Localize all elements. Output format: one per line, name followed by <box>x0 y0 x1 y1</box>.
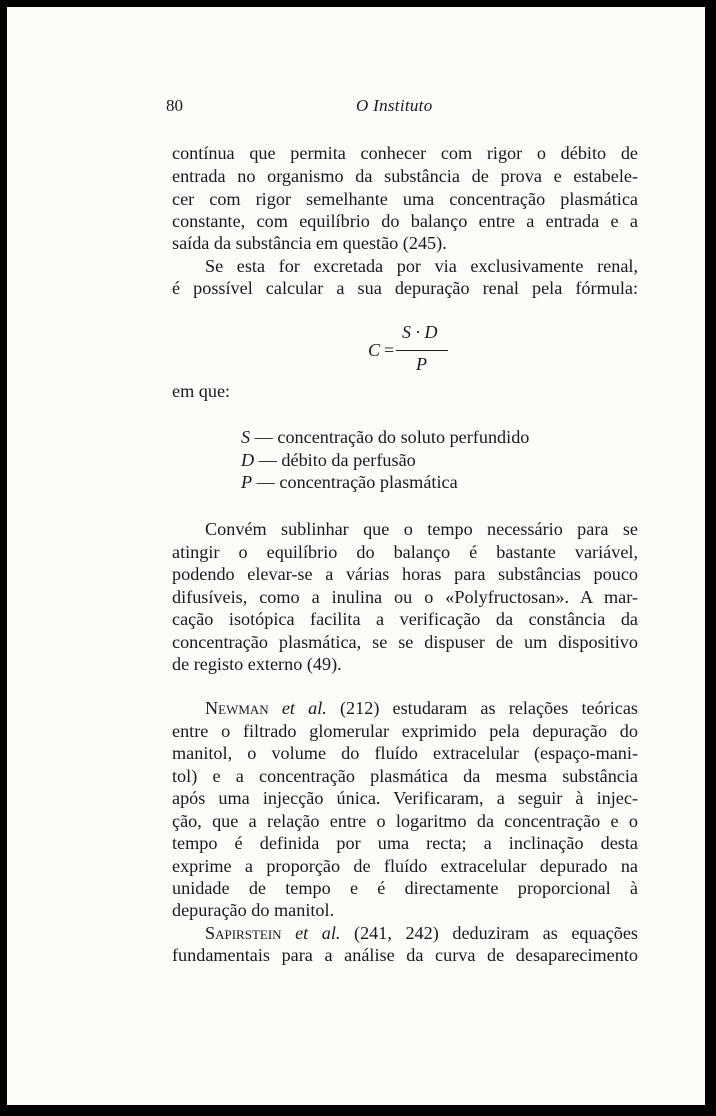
definition-symbol: S <box>241 427 251 447</box>
formula-numerator: S · D <box>402 322 438 342</box>
page-number: 80 <box>166 96 183 115</box>
definition-text: — débito da perfusão <box>258 450 416 470</box>
paragraph-line: fundamentais para a análise da curva de desaparecimento <box>172 945 638 965</box>
paragraph-line: Se esta for excretada por via exclusivamente renal, <box>205 256 638 276</box>
paragraph-line <box>205 922 638 945</box>
formula-equals: = <box>384 340 395 360</box>
paragraph-line: concentração plasmática, se se dispuser de um dispositivo <box>172 632 638 652</box>
paragraph-line: manitol, o volume do fluído extracelular (espaço-mani- <box>172 743 638 763</box>
paragraph-line: tol) e a concentração plasmática da mesma substância <box>172 766 638 786</box>
paragraph-line: entre o filtrado glomerular exprimido pela depuração do <box>172 721 638 741</box>
paragraph-line: Convém sublinhar que o tempo necessário para se <box>205 519 638 539</box>
formula-denominator: P <box>416 354 427 374</box>
paragraph-line: de registo externo (49). <box>172 654 342 674</box>
paragraph-line: contínua que permita conhecer com rigor o débito de <box>172 143 638 163</box>
definition-symbol: P <box>241 472 253 492</box>
paragraph-line: constante, com equilíbrio do balanço entre a entrada e a <box>172 211 638 231</box>
definition-item <box>241 450 416 471</box>
paragraph-line: entrada no organismo da substância de prova e estabele- <box>172 166 638 186</box>
paragraph-line: atingir o equilíbrio do balanço é bastante variável, <box>172 542 638 562</box>
paragraph-line: cer com rigor semelhante uma concentração plasmática <box>172 189 638 209</box>
definition-text: — concentração plasmática <box>256 472 458 492</box>
paragraph-line: é possível calcular a sua depuração renal pela fórmula: <box>172 278 638 298</box>
paragraph-line: saída da substância em questão (245). <box>172 233 447 253</box>
et-al: et al. <box>281 698 327 718</box>
em-que-label: em que: <box>172 381 231 401</box>
paragraph-line: unidade de tempo e é directamente proporcional à <box>172 878 638 898</box>
author-name: Sapirstein <box>205 923 282 943</box>
paragraph-line: exprime a proporção de fluído extracelular depurado na <box>172 856 638 876</box>
definition-text: — concentração do soluto perfundido <box>254 427 530 447</box>
line-text: (241, 242) deduziram as equações <box>340 923 638 943</box>
definition-item <box>241 427 529 448</box>
formula-lhs: C <box>368 340 381 360</box>
line-text: (212) estudaram as relações teóricas <box>326 698 638 718</box>
fraction-bar <box>396 350 448 351</box>
paragraph-line: após uma injecção única. Verificaram, a seguir à injec- <box>172 788 638 808</box>
running-title: O Instituto <box>356 96 433 115</box>
paragraph-line: tempo é definida por uma recta; a inclinação desta <box>172 833 638 853</box>
depuration-formula <box>364 322 454 382</box>
paragraph-line: ção, que a relação entre o logaritmo da concentração e o <box>172 811 638 831</box>
definition-item <box>241 472 458 493</box>
paragraph-line: podendo elevar-se a várias horas para substâncias pouco <box>172 564 638 584</box>
paragraph-line: difusíveis, como a inulina ou o «Polyfructosan». A mar- <box>172 587 638 607</box>
author-name: Newman <box>205 698 269 718</box>
paragraph-line <box>205 697 638 720</box>
et-al: et al. <box>295 923 341 943</box>
paragraph-line: cação isotópica facilita a verificação da constância da <box>172 609 638 629</box>
paragraph-line: depuração do manitol. <box>172 900 335 920</box>
definition-symbol: D <box>241 450 255 470</box>
